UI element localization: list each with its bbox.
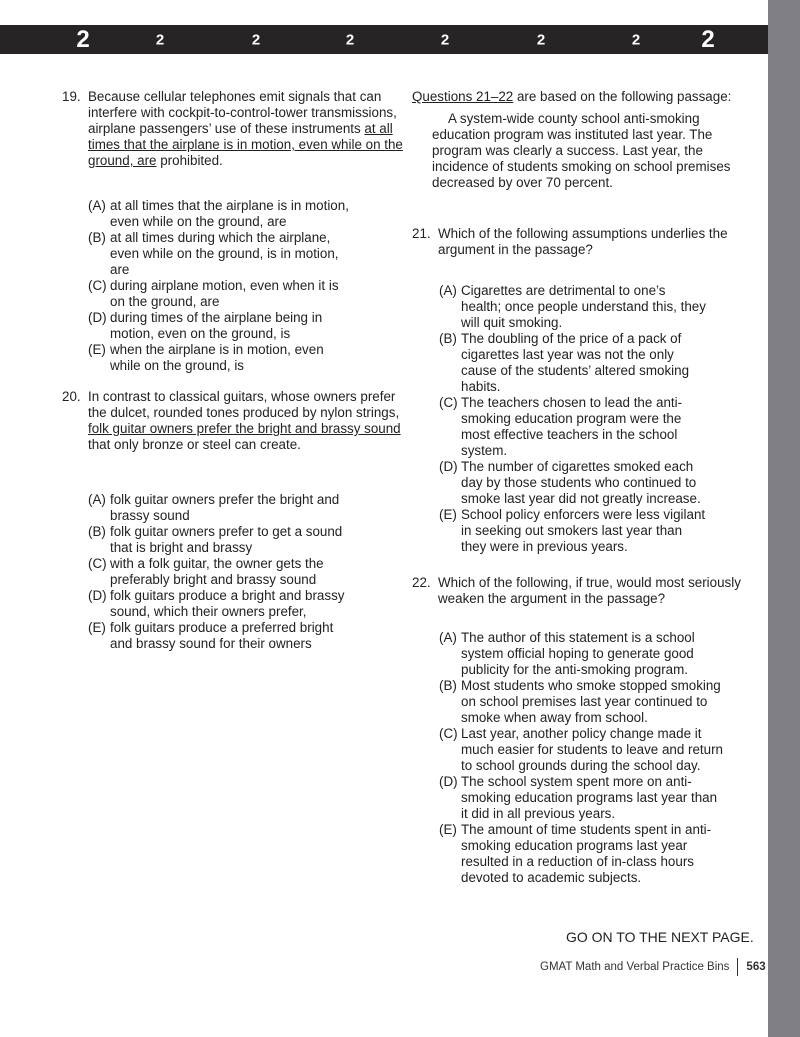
underlined-portion: at all times that the airplane is in motion, even while on the ground, are bbox=[88, 121, 403, 168]
answer-option-a[interactable]: (A) The author of this statement is a school system official hoping to generate good publicity for the anti-smoking program. bbox=[439, 630, 695, 677]
question-stem: Which of the following, if true, would most seriously weaken the argument in the passage? bbox=[438, 575, 741, 606]
section-number: 2 bbox=[345, 31, 355, 48]
page-number: 563 bbox=[746, 961, 766, 974]
page-footer bbox=[540, 958, 766, 976]
section-number: 2 bbox=[631, 31, 641, 48]
q22-options bbox=[439, 630, 724, 886]
answer-option-a[interactable]: (A) at all times that the airplane is in motion, even while on the ground, are bbox=[88, 198, 349, 229]
section-header-bar bbox=[0, 25, 768, 54]
go-on-notice: GO ON TO THE NEXT PAGE. bbox=[566, 929, 754, 945]
footer-divider bbox=[737, 958, 738, 976]
section-number: 2 bbox=[701, 25, 715, 53]
question-22: 22. Which of the following, if true, would most seriously weaken the argument in the passage? bbox=[412, 575, 741, 606]
question-stem: In contrast to classical guitars, whose owners prefer the dulcet, rounded tones produced by nylon strings, bbox=[88, 389, 400, 420]
book-title: GMAT Math and Verbal Practice Bins bbox=[540, 961, 730, 974]
section-number: 2 bbox=[76, 25, 90, 53]
answer-option-c[interactable]: (C) during airplane motion, even when it is on the ground, are bbox=[88, 278, 339, 309]
question-stem-end: prohibited. bbox=[156, 153, 223, 168]
question-20 bbox=[62, 389, 412, 453]
question-number: 19. bbox=[62, 89, 81, 104]
q19-options bbox=[88, 198, 350, 374]
section-number: 2 bbox=[536, 31, 546, 48]
section-number: 2 bbox=[440, 31, 450, 48]
question-number: 20. bbox=[62, 389, 81, 404]
passage-intro: Questions 21–22 are based on the following passage: bbox=[412, 89, 732, 104]
answer-option-d[interactable]: (D) The school system spent more on anti-smoking education programs last year than it did in all previous years. bbox=[439, 774, 718, 821]
underlined-portion: folk guitar owners prefer the bright and brassy sound bbox=[88, 421, 401, 436]
section-number: 2 bbox=[251, 31, 261, 48]
answer-option-e[interactable]: (E) when the airplane is in motion, even while on the ground, is bbox=[88, 342, 324, 373]
answer-option-c[interactable]: (C) Last year, another policy change made it much easier for students to leave and return to school grounds during the school day. bbox=[439, 726, 724, 773]
question-stem-end: that only bronze or steel can create. bbox=[88, 437, 301, 452]
answer-option-a[interactable]: (A) Cigarettes are detrimental to one’s health; once people understand this, they will quit smoking. bbox=[439, 283, 706, 330]
answer-option-b[interactable]: (B) The doubling of the price of a pack of cigarettes last year was not the only cause of the students’ altered smoking habits. bbox=[439, 331, 690, 394]
question-21: 21. Which of the following assumptions underlies the argument in the passage? bbox=[412, 226, 728, 257]
answer-option-d[interactable]: (D) during times of the airplane being in motion, even on the ground, is bbox=[88, 310, 323, 341]
answer-option-a[interactable]: (A) folk guitar owners prefer the bright and brassy sound bbox=[88, 492, 340, 523]
q20-options bbox=[88, 492, 358, 652]
question-stem: Because cellular telephones emit signals that can interfere with cockpit-to-control-tower transmissions, airplane passengers’ use of these instruments bbox=[88, 89, 397, 136]
answer-option-d[interactable]: (D) folk guitars produce a bright and brassy sound, which their owners prefer, bbox=[88, 588, 345, 619]
page-edge-tab bbox=[768, 0, 800, 1037]
answer-option-c[interactable]: (C) The teachers chosen to lead the anti-smoking education program were the most effective teachers in the school system. bbox=[439, 395, 683, 458]
answer-option-b[interactable]: (B) Most students who smoke stopped smoking on school premises last year continued to smoke when away from school. bbox=[439, 678, 721, 725]
answer-option-b[interactable]: (B) at all times during which the airplane, even while on the ground, is in motion, are bbox=[88, 230, 339, 277]
answer-option-c[interactable]: (C) with a folk guitar, the owner gets the preferably bright and brassy sound bbox=[88, 556, 324, 587]
answer-option-d[interactable]: (D) The number of cigarettes smoked each day by those students who continued to smoke last year did not greatly increase. bbox=[439, 459, 701, 506]
answer-option-e[interactable]: (E) School policy enforcers were less vigilant in seeking out smokers last year than they were in previous years. bbox=[439, 507, 706, 554]
q21-options bbox=[439, 283, 709, 555]
question-stem: Which of the following assumptions underlies the argument in the passage? bbox=[438, 226, 728, 257]
answer-option-b[interactable]: (B) folk guitar owners prefer to get a sound that is bright and brassy bbox=[88, 524, 343, 555]
passage: A system-wide county school anti-smoking education program was instituted last year. The program was clearly a success. Last year, the incidence of students smoking on school premises decreased by over 70 percent. bbox=[432, 111, 731, 190]
question-19 bbox=[62, 89, 412, 169]
section-number: 2 bbox=[155, 31, 165, 48]
answer-option-e[interactable]: (E) folk guitars produce a preferred bright and brassy sound for their owners bbox=[88, 620, 334, 651]
answer-option-e[interactable]: (E) The amount of time students spent in anti-smoking education programs last year resulted in a reduction of in-class hours devoted to academic subjects. bbox=[439, 822, 712, 885]
